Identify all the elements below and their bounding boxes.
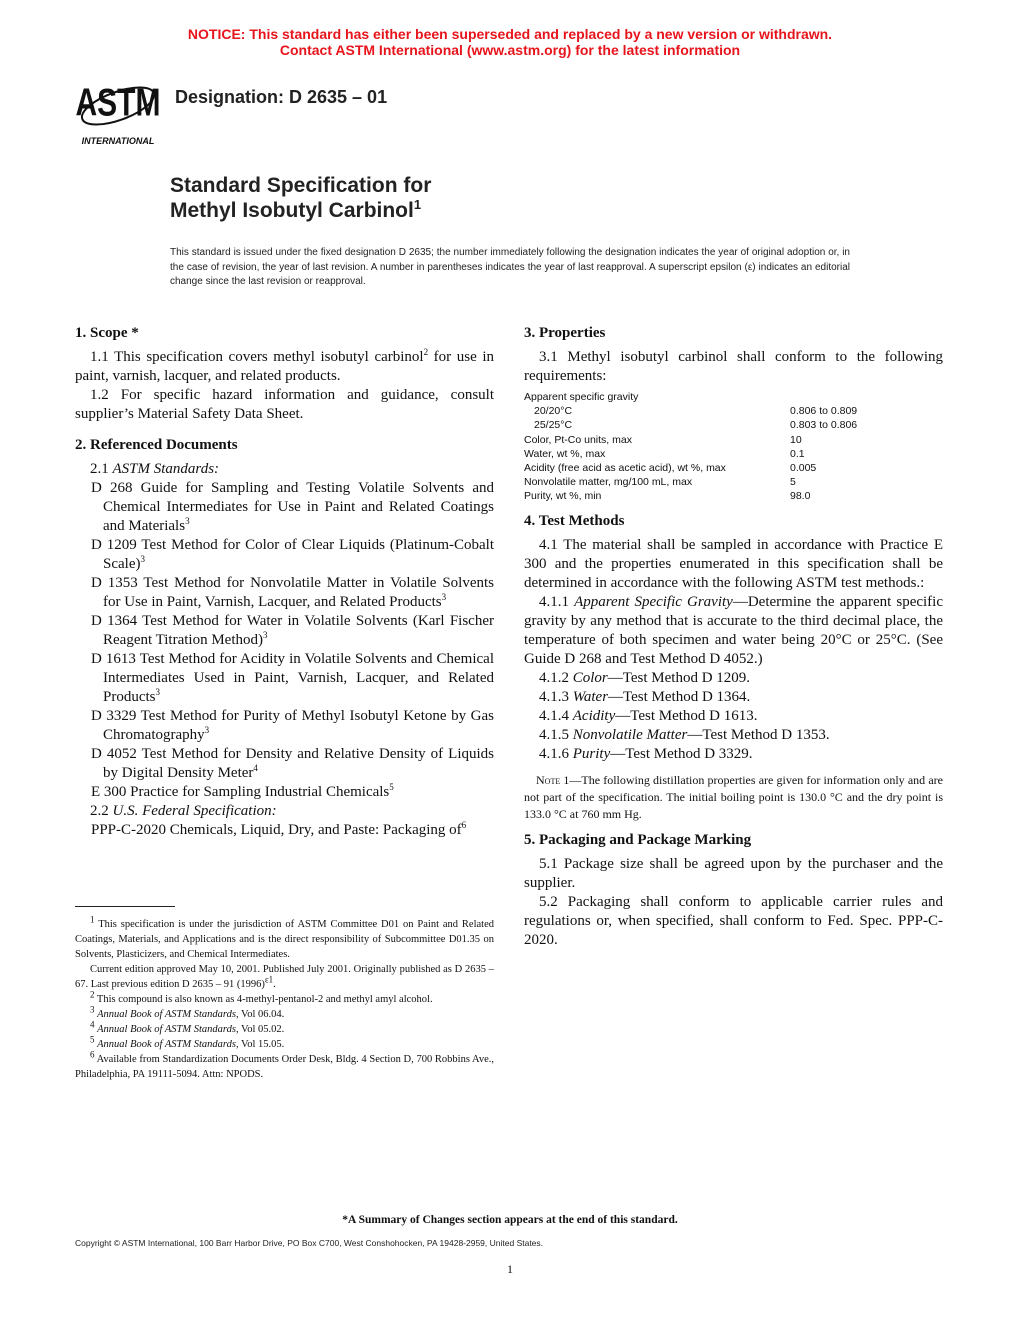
- footnote-ref: 5: [90, 1034, 95, 1045]
- footnotes: [75, 914, 494, 1082]
- property-label: Acidity (free acid as acetic acid), wt %, max: [524, 462, 726, 475]
- properties-table: [524, 390, 943, 504]
- text-segment: —Test Method D 1613.: [615, 707, 758, 724]
- text-segment: Purity: [572, 745, 611, 762]
- paragraph: [524, 669, 943, 688]
- text-segment: 3.1 Methyl isobutyl carbinol shall conform to the following requirements:: [524, 349, 943, 384]
- paragraph: [75, 386, 494, 424]
- text-segment: —Test Method D 1364.: [608, 688, 751, 705]
- paragraph: [75, 914, 494, 962]
- text-segment: Nonvolatile Matter: [572, 726, 688, 743]
- text-segment: , Vol 05.02.: [235, 1024, 285, 1035]
- document-title: [170, 173, 431, 223]
- section-heading: [75, 434, 494, 460]
- property-row: [524, 418, 943, 432]
- property-row: [524, 475, 943, 489]
- reference-item: [75, 574, 494, 612]
- property-row: [524, 461, 943, 475]
- reference-item: [75, 536, 494, 574]
- reference-item: [75, 745, 494, 783]
- text-segment: —Determine the apparent specific gravity by any method that is accurate to the third decimal place, the temperature of both specimen and water being 20°C or 25°C. (See Guide D 268 and Test Method D 4052.): [524, 593, 944, 667]
- text-segment: 4.1 The material shall be sampled in accordance with Practice E 300 and the properties enumerated in this specification shall be determined in accordance with the following ASTM test methods.:: [524, 536, 943, 591]
- text-segment: 4. Test Methods: [524, 512, 625, 529]
- footnote-ref: 6: [90, 1049, 95, 1060]
- property-label: Purity, wt %, min: [524, 490, 602, 503]
- reference-item: [75, 707, 494, 745]
- paragraph: [524, 745, 943, 764]
- text-segment: ASTM Standards:: [112, 461, 220, 477]
- paragraph: [524, 707, 943, 726]
- notice-line-2: Contact ASTM International (www.astm.org) for the latest information: [279, 42, 741, 58]
- text-segment: 5.2 Packaging shall conform to applicable carrier rules and regulations or, when specified, shall conform to Fed. Spec. PPP-C-2020.: [524, 893, 943, 948]
- paragraph: [524, 726, 943, 745]
- property-value: 10: [790, 433, 802, 446]
- text-segment: D 1353 Test Method for Nonvolatile Matter in Volatile Solvents for Use in Paint, Varnish, Lacquer, and Related Products: [91, 575, 494, 610]
- property-label: 20/20°C: [534, 405, 573, 418]
- footnote-ref: 6: [461, 820, 467, 830]
- text-segment: Annual Book of ASTM Standards: [97, 1039, 236, 1050]
- text-segment: PPP-C-2020 Chemicals, Liquid, Dry, and Paste: Packaging of: [91, 822, 462, 838]
- paragraph: [524, 348, 943, 386]
- text-segment: —Test Method D 3329.: [610, 745, 753, 762]
- summary-of-changes-note: *A Summary of Changes section appears at the end of this standard.: [342, 1214, 678, 1226]
- text-segment: Apparent Specific Gravity: [574, 593, 733, 610]
- text-segment: This compound is also known as 4-methyl-pentanol-2 and methyl amyl alcohol.: [94, 994, 433, 1005]
- text-segment: 2. Referenced Documents: [75, 437, 238, 453]
- paragraph: [524, 593, 943, 669]
- text-segment: D 1209 Test Method for Color of Clear Liquids (Platinum-Cobalt Scale): [91, 537, 494, 572]
- footnote-ref: 3: [140, 554, 145, 564]
- footnote-ref: 5: [389, 782, 394, 792]
- reference-item: [75, 821, 494, 840]
- text-segment: 4.1.2: [539, 669, 573, 686]
- text-segment: E 300 Practice for Sampling Industrial Chemicals: [91, 784, 390, 800]
- property-value: 0.806 to 0.809: [790, 405, 858, 418]
- designation: Designation: D 2635 – 01: [175, 87, 388, 107]
- reference-item: [75, 783, 494, 802]
- text-segment: U.S. Federal Specification:: [112, 803, 277, 819]
- title-footnote-ref: 1: [413, 197, 422, 212]
- property-value: 98.0: [790, 490, 811, 503]
- text-segment: , Vol 06.04.: [235, 1009, 285, 1020]
- footnote-ref: 3: [155, 687, 160, 697]
- text-segment: D 3329 Test Method for Purity of Methyl Isobutyl Ketone by Gas Chromatography: [91, 708, 494, 743]
- property-value: 0.005: [790, 462, 817, 475]
- property-value: 5: [790, 476, 796, 489]
- footnote-ref: 3: [204, 725, 210, 735]
- text-segment: 4.1.1: [539, 593, 575, 610]
- left-column: [75, 322, 494, 840]
- text-segment: .: [273, 979, 276, 990]
- property-row: [524, 447, 943, 461]
- section-heading: [524, 510, 943, 536]
- section-heading: [524, 322, 943, 348]
- section-heading: [524, 829, 943, 855]
- svg-text:ASTM: ASTM: [76, 81, 160, 125]
- paragraph: [524, 855, 943, 893]
- footnote-ref: ε1: [264, 974, 274, 985]
- property-label: 25/25°C: [534, 419, 573, 432]
- paragraph: [75, 348, 494, 386]
- text-segment: 4.1.5: [539, 726, 573, 743]
- paragraph: [75, 1019, 494, 1037]
- property-label: Water, wt %, max: [524, 447, 606, 460]
- text-segment: for use in paint, varnish, lacquer, and related products.: [75, 349, 495, 384]
- footnote-ref: 3: [441, 592, 447, 602]
- text-segment: D 1613 Test Method for Acidity in Volatile Solvents and Chemical Intermediates Used in Paint, Varnish, Lacquer, and Related Products: [91, 651, 494, 705]
- paragraph: [75, 962, 494, 992]
- footnote-ref: 3: [185, 516, 190, 526]
- text-segment: 4.1.4: [539, 707, 573, 724]
- text-segment: This specification is under the jurisdiction of ASTM Committee D01 on Paint and Related Coatings, Materials, and Applications and is the direct responsibility of Subcommittee D01.35 on Solvents, Plasticizers, and Chemical Intermediates.: [75, 919, 494, 960]
- property-label: Apparent specific gravity: [524, 391, 639, 403]
- paragraph: [75, 460, 494, 479]
- footnote-ref: 4: [253, 763, 258, 773]
- text-segment: D 1364 Test Method for Water in Volatile Solvents (Karl Fischer Reagent Titration Method): [91, 613, 494, 648]
- paragraph: [75, 1004, 494, 1022]
- footnote-ref: 3: [90, 1004, 95, 1015]
- footnote-ref: 4: [90, 1019, 95, 1030]
- paragraph: [75, 1034, 494, 1052]
- copyright: Copyright © ASTM International, 100 Barr Harbor Drive, PO Box C700, West Conshohocken, PA 19428-2959, United States.: [75, 1238, 544, 1248]
- property-label: Color, Pt-Co units, max: [524, 433, 632, 446]
- footnote-ref: 2: [423, 347, 429, 357]
- title-line-1: Standard Specification for: [170, 174, 432, 197]
- astm-logo: [76, 74, 160, 148]
- title-line-2: Methyl Isobutyl Carbinol: [170, 199, 414, 222]
- text-segment: 1.2 For specific hazard information and guidance, consult supplier’s Material Safety Data Sheet.: [75, 387, 494, 422]
- paragraph: [75, 1049, 494, 1082]
- text-segment: —Test Method D 1353.: [687, 726, 830, 743]
- paragraph: [75, 989, 494, 1007]
- text-segment: , Vol 15.05.: [235, 1039, 285, 1050]
- text-segment: Current edition approved May 10, 2001. Published July 2001. Originally published as D 2635 – 67. Last previous edition D 2635 – 91 (1996): [75, 964, 494, 990]
- text-segment: Annual Book of ASTM Standards: [97, 1024, 236, 1035]
- text-segment: 1.1 This specification covers methyl isobutyl carbinol: [90, 349, 424, 365]
- footnote-ref: 2: [90, 989, 95, 1000]
- text-segment: —Test Method D 1209.: [607, 669, 751, 686]
- reference-item: [75, 479, 494, 536]
- paragraph: [524, 536, 943, 593]
- property-row: [524, 390, 943, 404]
- paragraph: [524, 893, 943, 950]
- text-segment: 5. Packaging and Package Marking: [524, 831, 752, 848]
- note-text: —The following distillation properties are given for information only and are not part of the specification. The initial boiling point is 130.0 °C and the dry point is 133.0 °C at 760 mm Hg.: [524, 772, 943, 821]
- property-row: [524, 433, 943, 447]
- text-segment: 2.2: [90, 803, 113, 819]
- text-segment: Available from Standardization Documents Order Desk, Bldg. 4 Section D, 700 Robbins Ave., Philadelphia, PA 19111-5094. Attn: NPODS.: [75, 1054, 494, 1080]
- withdrawal-notice: [0, 26, 1020, 58]
- text-segment: 2.1: [90, 461, 113, 477]
- right-column: [524, 322, 943, 950]
- abstract: This standard is issued under the fixed designation D 2635; the number immediately following the designation indicates the year of original adoption or, in the case of revision, the year of last revision. A number in parentheses indicates the year of last reapproval. A superscript epsilon (ε) indicates an editorial change since the last revision or reapproval.: [170, 247, 850, 287]
- text-segment: 5.1 Package size shall be agreed upon by the purchaser and the supplier.: [524, 855, 943, 891]
- paragraph: [524, 688, 943, 707]
- notice-line-1: NOTICE: This standard has either been superseded and replaced by a new version or withdrawn.: [187, 26, 833, 42]
- text-segment: Color: [572, 669, 608, 686]
- paragraph: [75, 802, 494, 821]
- text-segment: D 4052 Test Method for Density and Relative Density of Liquids by Digital Density Meter: [91, 746, 494, 781]
- footnote-ref: 1: [90, 914, 95, 925]
- property-row: [524, 404, 943, 418]
- page-number: 1: [507, 1262, 513, 1276]
- note-1: [524, 772, 943, 823]
- property-value: 0.803 to 0.806: [790, 419, 858, 432]
- reference-item: [75, 612, 494, 650]
- text-segment: Acidity: [572, 707, 616, 724]
- property-value: 0.1: [790, 447, 805, 460]
- footnote-divider: [75, 906, 175, 907]
- footnote-ref: 3: [263, 630, 268, 640]
- text-segment: 4.1.3: [539, 688, 573, 705]
- property-row: [524, 489, 943, 503]
- text-segment: Water: [572, 688, 609, 705]
- text-segment: Annual Book of ASTM Standards: [97, 1009, 236, 1020]
- section-heading: [75, 322, 494, 348]
- text-segment: 4.1.6: [539, 745, 573, 762]
- reference-item: [75, 650, 494, 707]
- note-label: Note 1: [536, 772, 570, 787]
- text-segment: D 268 Guide for Sampling and Testing Volatile Solvents and Chemical Intermediates for Use in Paint and Related Coatings and Materials: [91, 480, 494, 534]
- text-segment: 3. Properties: [524, 325, 606, 341]
- text-segment: 1. Scope *: [75, 325, 139, 341]
- property-label: Nonvolatile matter, mg/100 mL, max: [524, 476, 693, 489]
- svg-text:INTERNATIONAL: INTERNATIONAL: [81, 136, 155, 146]
